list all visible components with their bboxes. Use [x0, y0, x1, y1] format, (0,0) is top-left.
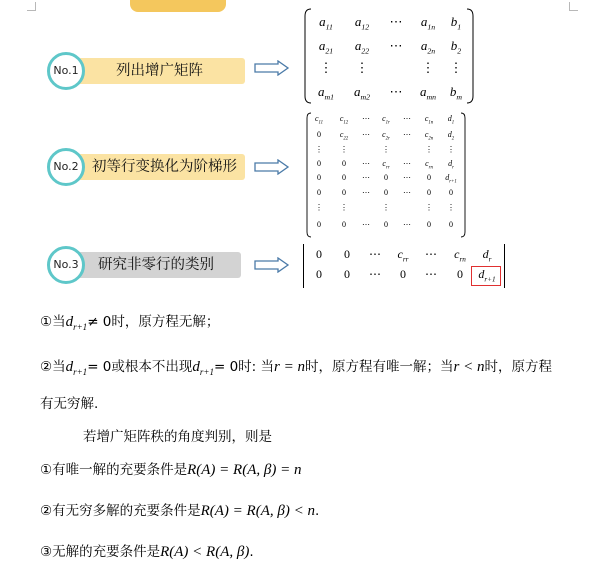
matrix-entry: $c_{11}$	[314, 114, 323, 126]
matrix-entry: 0	[316, 267, 322, 281]
augmented-matrix	[304, 8, 474, 104]
infinite-solution-condition	[40, 499, 319, 520]
step-2-pill	[70, 154, 245, 180]
matrix-entry: ⋮	[449, 60, 463, 75]
text-segment: ②有无穷多解的充要条件是	[40, 503, 201, 519]
matrix-entry: $c_{rr}$	[397, 247, 409, 264]
matrix-entry: ⋮	[319, 60, 333, 75]
matrix-entry: ⋯	[362, 220, 370, 229]
matrix-entry: $d_r$	[448, 159, 454, 171]
page-corner-mark	[569, 2, 578, 11]
matrix-entry: $a_{12}$	[354, 14, 370, 32]
matrix-entry: $a_{21}$	[318, 38, 334, 56]
matrix-entry: 0	[457, 267, 463, 281]
matrix-entry: $c_{1n}$	[424, 114, 434, 126]
matrix-entry: 0	[342, 173, 346, 182]
matrix-entry: $a_{22}$	[354, 38, 370, 56]
matrix-entry: $a_{2n}$	[420, 38, 436, 56]
matrix-entry: ⋮	[421, 60, 435, 75]
matrix-entry: ⋯	[403, 188, 411, 197]
step-3-label: 研究非零行的类别	[98, 257, 214, 273]
step-2-number: No.2	[47, 148, 85, 186]
matrix-entry: 0	[400, 267, 406, 281]
matrix-entry: ⋯	[403, 114, 411, 123]
matrix-entry: ⋮	[382, 145, 390, 154]
matrix-entry: 0	[317, 159, 321, 168]
matrix-entry: 0	[427, 173, 431, 182]
step-3-pill	[70, 252, 241, 278]
formula-rank-none: R(A) < R(A, β)	[160, 544, 250, 560]
matrix-entry: ⋮	[425, 203, 433, 212]
matrix-entry: $a_{11}$	[319, 14, 333, 32]
step-2-label: 初等行变换化为阶梯形	[92, 159, 237, 175]
formula-r-lt-n: r < n	[453, 359, 485, 375]
matrix-entry: ⋯	[403, 220, 411, 229]
matrix-entry: 0	[427, 188, 431, 197]
matrix-entry: 0	[342, 159, 346, 168]
matrix-entry: 0	[317, 188, 321, 197]
text-segment: 时，原方程	[484, 359, 552, 375]
matrix-entry: ⋯	[425, 247, 437, 261]
formula-r-eq-n: r = n	[274, 359, 305, 375]
text-segment: ≠ 0时，原方程无解；	[87, 314, 220, 330]
condition-has-solution	[40, 355, 552, 377]
matrix-entry: ⋯	[389, 84, 403, 99]
decorative-top-bar	[130, 0, 226, 12]
matrix-entry: ⋮	[355, 60, 369, 75]
matrix-entry: ⋯	[403, 130, 411, 139]
text-segment: ③无解的充要条件是	[40, 544, 161, 560]
matrix-entry: 0	[384, 188, 388, 197]
matrix-entry: 0	[449, 220, 453, 229]
matrix-entry: ⋯	[362, 130, 370, 139]
infinite-solutions-line: 有无穷解.	[40, 396, 99, 412]
arrow-right-icon	[254, 60, 290, 76]
rank-criterion-intro: 若增广矩阵秩的角度判别，则是	[83, 429, 272, 445]
matrix-entry: $b_2$	[450, 38, 462, 56]
text-segment: ①有唯一解的充要条件是	[40, 462, 188, 478]
matrix-entry: $c_{12}$	[339, 114, 349, 126]
matrix-entry: ⋮	[340, 145, 348, 154]
matrix-entry: ⋮	[447, 203, 455, 212]
matrix-entry: ⋯	[369, 247, 381, 261]
matrix-entry: 0	[342, 220, 346, 229]
matrix-entry: ⋯	[389, 14, 403, 29]
matrix-entry: ⋯	[362, 114, 370, 123]
formula-d-r1: $d_{r+1}$	[65, 314, 88, 332]
matrix-entry: 0	[344, 267, 350, 281]
matrix-entry: ⋮	[340, 203, 348, 212]
highlight-box	[471, 266, 501, 286]
matrix-entry: 0	[317, 173, 321, 182]
matrix-entry: 0	[317, 220, 321, 229]
matrix-entry: 0	[384, 220, 388, 229]
step-1-label: 列出增广矩阵	[116, 63, 203, 79]
matrix-entry: $d_1$	[447, 114, 455, 126]
matrix-entry: $a_{m2}$	[353, 84, 371, 102]
matrix-entry: ⋯	[362, 188, 370, 197]
matrix-entry: ⋯	[403, 173, 411, 182]
matrix-entry: 0	[384, 173, 388, 182]
matrix-entry: ⋯	[425, 267, 437, 281]
matrix-entry: 0	[342, 188, 346, 197]
matrix-entry: ⋯	[369, 267, 381, 281]
step-1-number: No.1	[47, 52, 85, 90]
matrix-entry: $b_m$	[449, 84, 463, 102]
matrix-entry: $d_{r+1}$	[445, 173, 457, 185]
formula-rank-infinite: R(A) = R(A, β) < n	[200, 503, 315, 519]
matrix-entry: $b_1$	[450, 14, 462, 32]
matrix-entry: 0	[317, 130, 321, 139]
matrix-entry: ⋮	[382, 203, 390, 212]
matrix-entry: $d_r$	[482, 247, 492, 264]
text-segment: .	[249, 544, 254, 560]
matrix-entry: 0	[344, 247, 350, 261]
matrix-entry: $a_{1n}$	[420, 14, 436, 32]
matrix-entry: $d_2$	[447, 130, 455, 142]
matrix-entry: ⋯	[362, 159, 370, 168]
row-echelon-matrix	[306, 112, 466, 238]
matrix-entry: $c_{2r}$	[382, 130, 390, 142]
text-segment: = 0或根本不出现	[87, 359, 193, 375]
formula-d-r1: $d_{r+1}$	[65, 359, 88, 377]
formula-d-r1: $d_{r+1}$	[192, 359, 214, 377]
matrix-entry: $c_{rr}$	[382, 159, 390, 171]
matrix-entry: $d_{r+1}$	[478, 267, 496, 284]
matrix-entry: ⋮	[315, 145, 323, 154]
matrix-entry: 0	[316, 247, 322, 261]
arrow-right-icon	[254, 159, 290, 175]
matrix-entry: $c_{22}$	[339, 130, 349, 142]
matrix-entry: 0	[449, 188, 453, 197]
page-corner-mark	[27, 2, 36, 11]
matrix-entry: ⋯	[362, 173, 370, 182]
unique-solution-condition	[40, 458, 301, 479]
matrix-entry: $c_{1r}$	[382, 114, 390, 126]
step-1-pill	[70, 58, 245, 84]
matrix-entry: $c_{rn}$	[425, 159, 433, 171]
matrix-entry: ⋮	[447, 145, 455, 154]
text-segment: ②当	[40, 359, 66, 375]
matrix-entry: $a_{mn}$	[419, 84, 437, 102]
text-segment: 时，原方程有唯一解；当	[304, 359, 454, 375]
text-segment: ①当	[40, 314, 66, 330]
matrix-entry: $c_{2n}$	[424, 130, 434, 142]
text-segment: = 0时: 当	[213, 359, 275, 375]
formula-rank-unique: R(A) = R(A, β) = n	[187, 462, 302, 478]
arrow-right-icon	[254, 257, 290, 273]
text-segment: .	[314, 503, 320, 519]
matrix-entry: 0	[427, 220, 431, 229]
nonzero-rows-matrix	[303, 244, 505, 288]
matrix-entry: $a_{m1}$	[317, 84, 335, 102]
step-3-number: No.3	[47, 246, 85, 284]
matrix-entry: ⋮	[425, 145, 433, 154]
matrix-entry: ⋯	[389, 38, 403, 53]
matrix-entry: $c_{rn}$	[454, 247, 466, 264]
condition-no-solution	[40, 310, 219, 332]
no-solution-condition	[40, 540, 254, 561]
matrix-entry: ⋮	[315, 203, 323, 212]
matrix-entry: ⋯	[403, 159, 411, 168]
